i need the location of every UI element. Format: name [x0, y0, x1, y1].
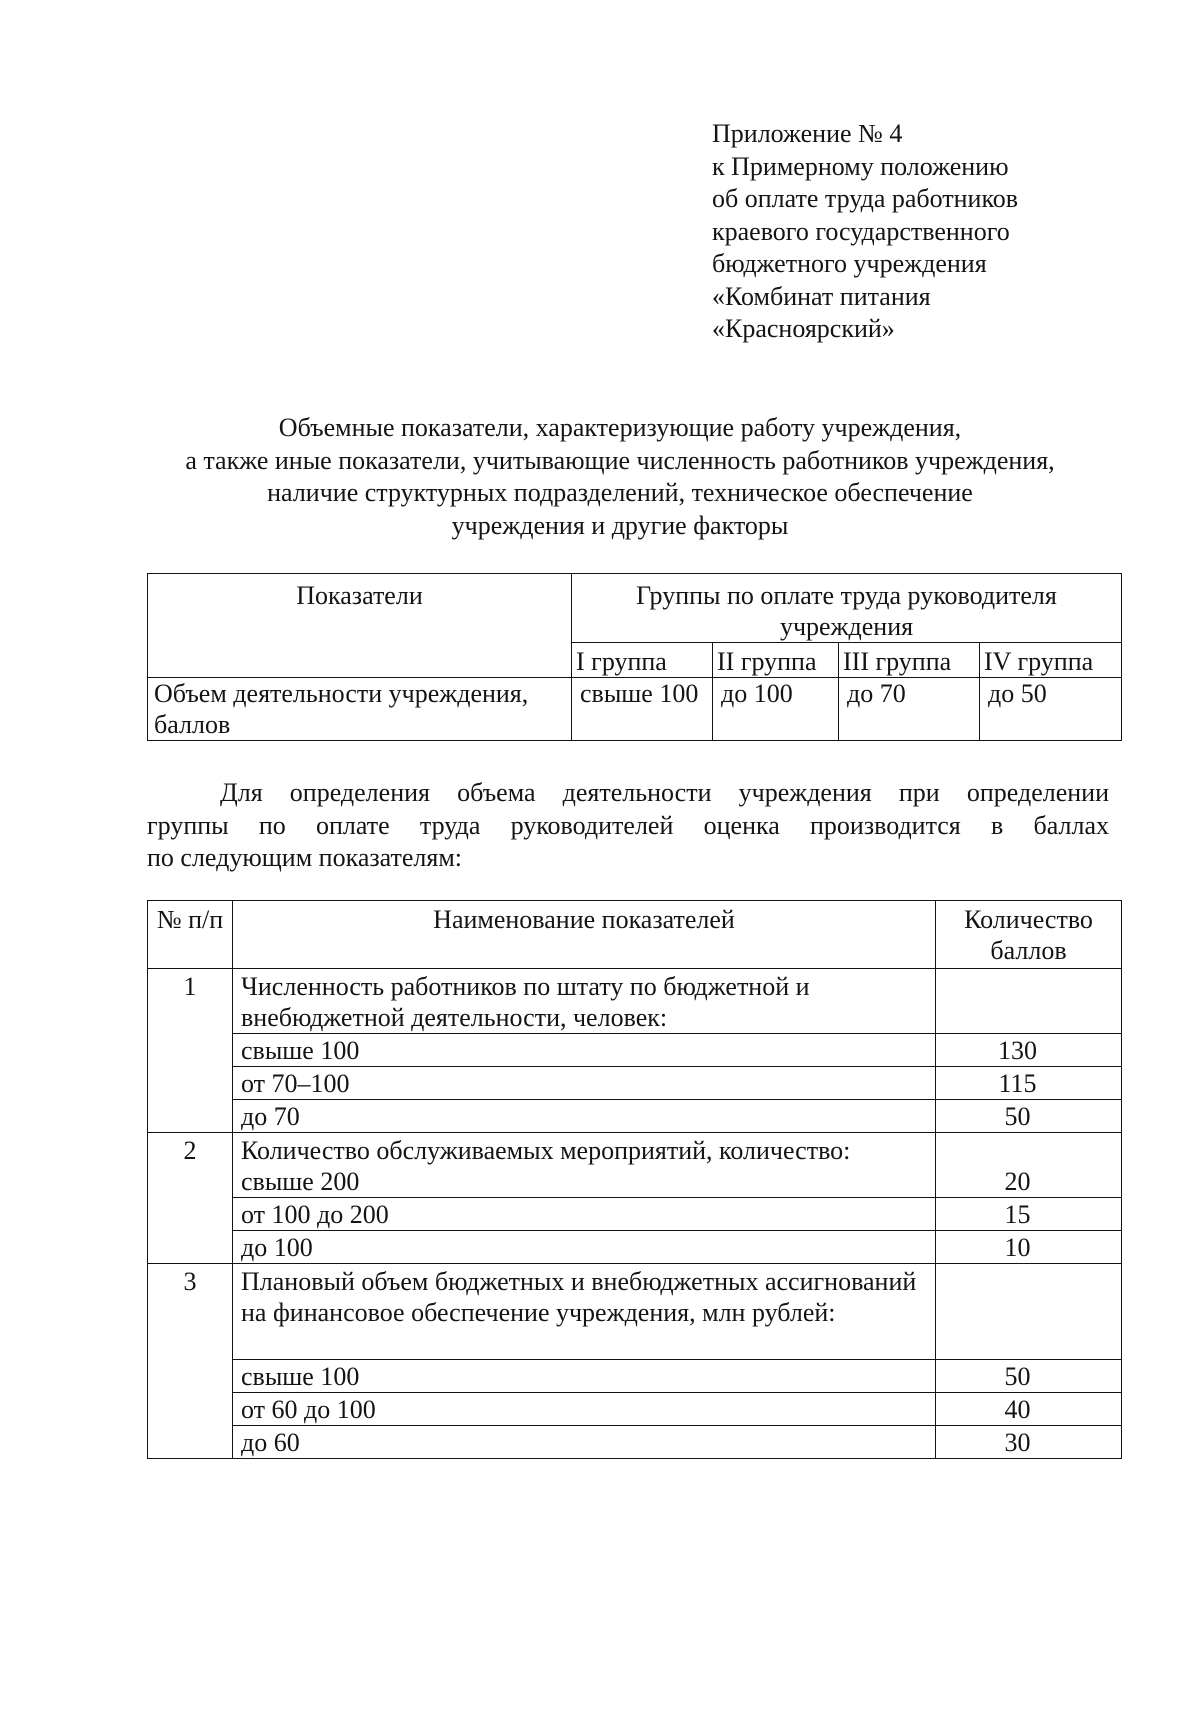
section-number: 2 — [148, 1133, 233, 1264]
group-header-3: III группа — [839, 643, 980, 678]
annex-line: бюджетного учреждения — [712, 249, 987, 278]
annex-line: Приложение № 4 — [712, 119, 903, 148]
criterion-label: от 60 до 100 — [233, 1393, 936, 1426]
criterion-points: 130 — [936, 1034, 1122, 1067]
scoring-table — [147, 900, 1122, 1459]
section-title-block — [233, 1133, 936, 1198]
criterion-points: 20 — [936, 1133, 1122, 1198]
criterion-label: от 70–100 — [233, 1067, 936, 1100]
annex-line: «Красноярский» — [712, 314, 895, 343]
criterion-label: до 60 — [233, 1426, 936, 1459]
title-line: учреждения и другие факторы — [451, 510, 789, 540]
annex-line: «Комбинат питания — [712, 281, 931, 311]
criterion-points: 10 — [936, 1231, 1122, 1264]
criterion-points: 30 — [936, 1426, 1122, 1459]
section-title: Количество обслуживаемых мероприятий, количество: — [241, 1136, 851, 1165]
title-line: Объемные показатели, характеризующие работу учреждения, — [278, 413, 962, 442]
paragraph-line: по следующим показателям: — [147, 843, 463, 872]
section-title: Численность работников по штату по бюджетной и внебюджетной деятельности, человек: — [233, 969, 936, 1034]
annex-line: краевого государственного — [712, 216, 1010, 246]
criterion-label: свыше 100 — [233, 1360, 936, 1393]
group-value-1: свыше 100 — [572, 678, 713, 741]
annex-header — [712, 118, 1018, 346]
criterion-points: 15 — [936, 1198, 1122, 1231]
criterion-label: свыше 200 — [241, 1167, 360, 1196]
number-header: № п/п — [148, 901, 233, 969]
criterion-label: до 100 — [233, 1231, 936, 1264]
section-number: 3 — [148, 1264, 233, 1459]
document-title — [140, 412, 1100, 542]
group-value-2: до 100 — [713, 678, 839, 741]
title-line: наличие структурных подразделений, техническое обеспечение — [267, 478, 973, 508]
criterion-points: 50 — [936, 1360, 1122, 1393]
indicators-header: Показатели — [148, 574, 572, 678]
criterion-points: 40 — [936, 1393, 1122, 1426]
explanatory-paragraph — [147, 777, 1109, 875]
group-header-1: I группа — [572, 643, 713, 678]
annex-line: об оплате труда работников — [712, 184, 1019, 213]
criterion-points: 115 — [936, 1067, 1122, 1100]
groups-table — [147, 573, 1122, 741]
group-header-2: II группа — [713, 643, 839, 678]
annex-line: к Примерному положению — [712, 151, 1009, 181]
group-value-4: до 50 — [980, 678, 1122, 741]
section-title: Плановый объем бюджетных и внебюджетных ассигнований на финансовое обеспечение учреждения, млн рублей: — [233, 1264, 936, 1360]
criterion-label: до 70 — [233, 1100, 936, 1133]
activity-volume-label: Объем деятельности учреждения, баллов — [148, 678, 572, 741]
name-header: Наименование показателей — [233, 901, 936, 969]
groups-header: Группы по оплате труда руководителя учреждения — [572, 574, 1122, 643]
paragraph-line: группы по оплате труда руководителей оценка производится в баллах — [147, 810, 1109, 840]
section-number: 1 — [148, 969, 233, 1133]
group-header-4: IV группа — [980, 643, 1122, 678]
group-value-3: до 70 — [839, 678, 980, 741]
title-line: а также иные показатели, учитывающие численность работников учреждения, — [185, 445, 1055, 475]
points-header: Количество баллов — [936, 901, 1122, 969]
criterion-label: свыше 100 — [233, 1034, 936, 1067]
criterion-label: от 100 до 200 — [233, 1198, 936, 1231]
paragraph-line: Для определения объема деятельности учреждения при определении — [220, 778, 1109, 807]
criterion-points: 50 — [936, 1100, 1122, 1133]
